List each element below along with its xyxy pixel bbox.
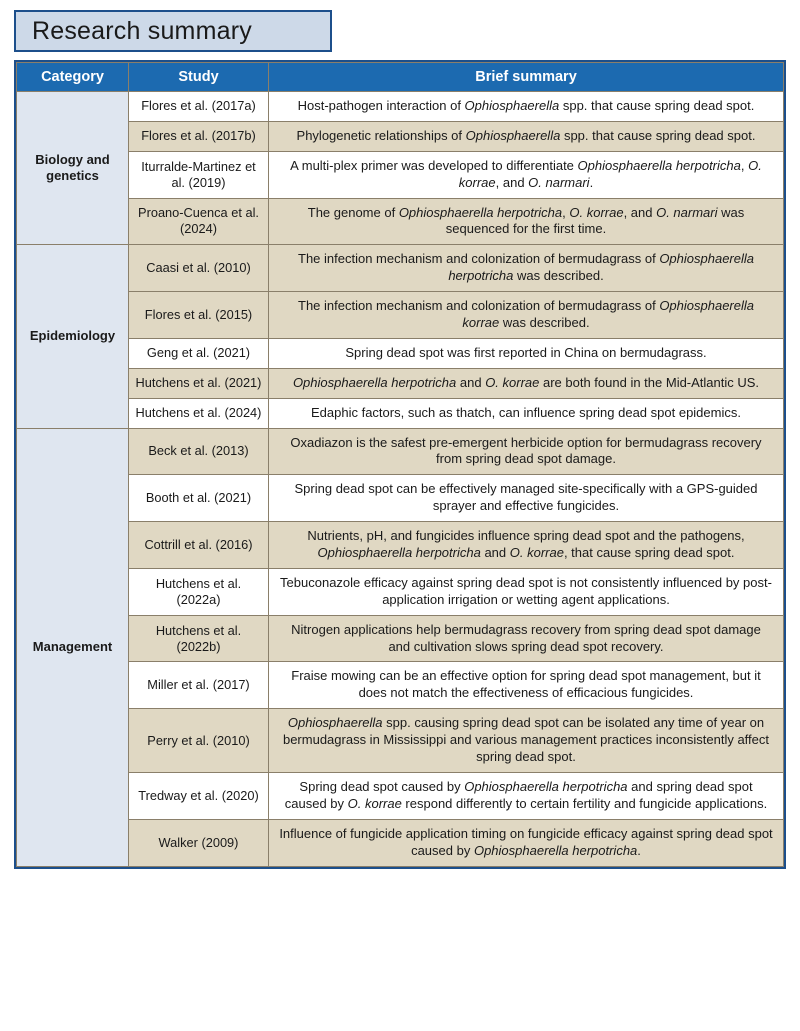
brief-summary-cell: Nitrogen applications help bermudagrass recovery from spring dead spot damage and cultivation slows spring dead spot recovery. [269,615,784,662]
table-header-row [17,63,784,92]
study-cell: Tredway et al. (2020) [129,772,269,819]
table-row [17,819,784,866]
table-row [17,338,784,368]
brief-summary-cell: The infection mechanism and colonization of bermudagrass of Ophiosphaerella herpotricha was described. [269,245,784,292]
study-cell: Hutchens et al. (2024) [129,398,269,428]
study-cell: Perry et al. (2010) [129,709,269,773]
brief-summary-cell: A multi-plex primer was developed to differentiate Ophiosphaerella herpotricha, O. korrae, and O. narmari. [269,151,784,198]
table-row [17,92,784,122]
table-row [17,292,784,339]
brief-summary-cell: Ophiosphaerella spp. causing spring dead spot can be isolated any time of year on bermudagrass in Mississippi and various management practices inconsistently affect spring dead spot. [269,709,784,773]
table-body [17,92,784,867]
table-row [17,368,784,398]
table-header [17,63,784,92]
category-cell: Epidemiology [17,245,129,428]
table-row [17,522,784,569]
study-cell: Flores et al. (2017b) [129,121,269,151]
research-summary-table [16,62,784,867]
page-root [0,10,800,1031]
brief-summary-cell: Oxadiazon is the safest pre-emergent herbicide option for bermudagrass recovery from spring dead spot damage. [269,428,784,475]
brief-summary-cell: Host-pathogen interaction of Ophiosphaerella spp. that cause spring dead spot. [269,92,784,122]
study-cell: Flores et al. (2017a) [129,92,269,122]
brief-summary-cell: Phylogenetic relationships of Ophiosphaerella spp. that cause spring dead spot. [269,121,784,151]
table-row [17,398,784,428]
research-summary-table-container [14,60,786,869]
brief-summary-cell: Fraise mowing can be an effective option for spring dead spot management, but it does not match the effectiveness of efficacious fungicides. [269,662,784,709]
brief-summary-cell: The genome of Ophiosphaerella herpotricha, O. korrae, and O. narmari was sequenced for the first time. [269,198,784,245]
column-header-brief-summary: Brief summary [269,63,784,92]
table-row [17,662,784,709]
study-cell: Cottrill et al. (2016) [129,522,269,569]
table-row [17,772,784,819]
category-cell: Management [17,428,129,866]
study-cell: Iturralde-Martinez et al. (2019) [129,151,269,198]
study-cell: Hutchens et al. (2021) [129,368,269,398]
table-row [17,198,784,245]
column-header-study: Study [129,63,269,92]
table-row [17,615,784,662]
table-row [17,428,784,475]
brief-summary-cell: Influence of fungicide application timing on fungicide efficacy against spring dead spot caused by Ophiosphaerella herpotricha. [269,819,784,866]
study-cell: Booth et al. (2021) [129,475,269,522]
brief-summary-cell: Spring dead spot caused by Ophiosphaerella herpotricha and spring dead spot caused by O. korrae respond differently to certain fertility and fungicide applications. [269,772,784,819]
study-cell: Flores et al. (2015) [129,292,269,339]
table-row [17,121,784,151]
table-row [17,151,784,198]
column-header-category: Category [17,63,129,92]
page-title-banner [14,10,332,52]
brief-summary-cell: Spring dead spot can be effectively managed site-specifically with a GPS-guided sprayer and effective fungicides. [269,475,784,522]
table-row [17,475,784,522]
brief-summary-cell: Ophiosphaerella herpotricha and O. korrae are both found in the Mid-Atlantic US. [269,368,784,398]
study-cell: Hutchens et al. (2022b) [129,615,269,662]
brief-summary-cell: Tebuconazole efficacy against spring dead spot is not consistently influenced by post-application irrigation or wetting agent applications. [269,568,784,615]
table-row [17,709,784,773]
brief-summary-cell: Nutrients, pH, and fungicides influence spring dead spot and the pathogens, Ophiosphaerella herpotricha and O. korrae, that cause spring dead spot. [269,522,784,569]
page-title: Research summary [32,16,252,45]
brief-summary-cell: The infection mechanism and colonization of bermudagrass of Ophiosphaerella korrae was described. [269,292,784,339]
study-cell: Walker (2009) [129,819,269,866]
study-cell: Miller et al. (2017) [129,662,269,709]
table-row [17,568,784,615]
study-cell: Caasi et al. (2010) [129,245,269,292]
brief-summary-cell: Edaphic factors, such as thatch, can influence spring dead spot epidemics. [269,398,784,428]
brief-summary-cell: Spring dead spot was first reported in China on bermudagrass. [269,338,784,368]
category-cell: Biology and genetics [17,92,129,245]
table-row [17,245,784,292]
study-cell: Geng et al. (2021) [129,338,269,368]
study-cell: Hutchens et al. (2022a) [129,568,269,615]
study-cell: Proano-Cuenca et al. (2024) [129,198,269,245]
study-cell: Beck et al. (2013) [129,428,269,475]
